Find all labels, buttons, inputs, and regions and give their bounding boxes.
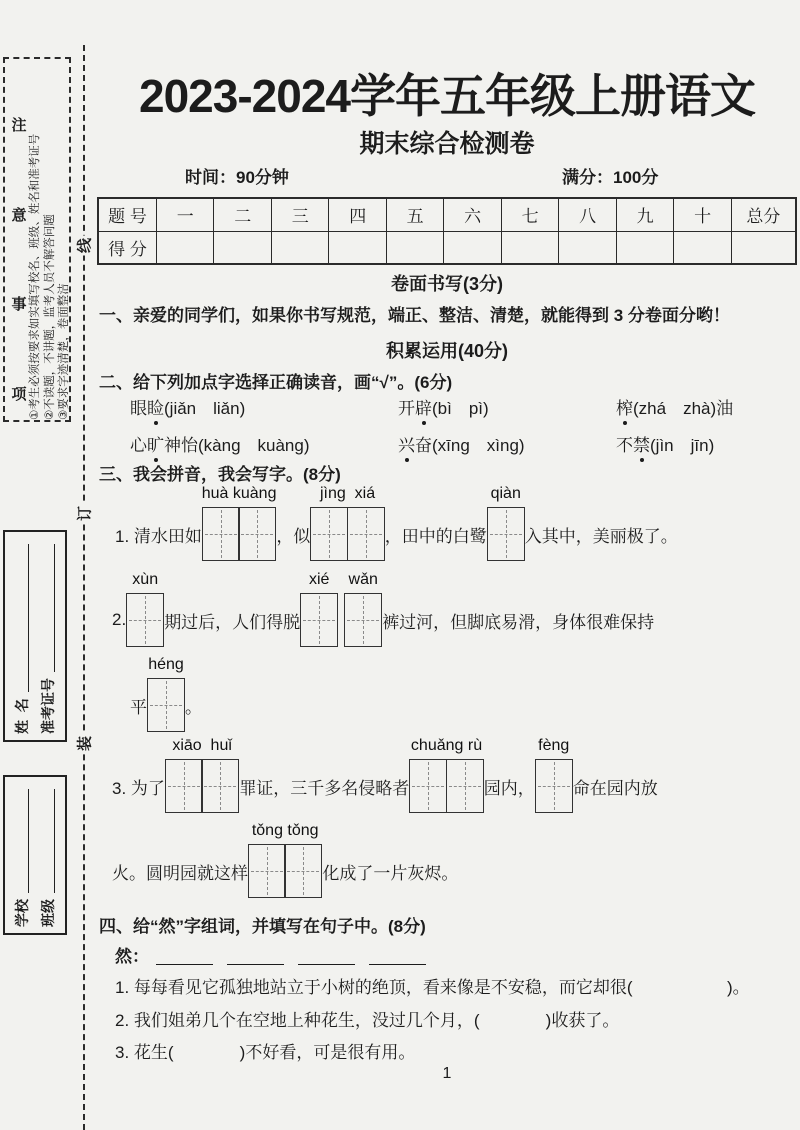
writing-box-group bbox=[344, 571, 382, 647]
writing-box bbox=[300, 593, 338, 647]
word-blank-line bbox=[298, 947, 355, 965]
item-text: 开 bbox=[398, 399, 415, 418]
score-cell bbox=[674, 231, 731, 264]
name-blank-line bbox=[28, 544, 29, 692]
dotted-char: 榨 bbox=[616, 394, 633, 419]
pinyin-label: xiāo huǐ bbox=[172, 737, 232, 754]
item-text: 神怡(kàng kuàng) bbox=[164, 436, 310, 455]
row-text: 平 bbox=[130, 697, 147, 717]
notice-items bbox=[29, 62, 71, 420]
th-2: 二 bbox=[214, 198, 271, 231]
item-text: 奋(xīng xìng) bbox=[415, 436, 525, 455]
score-table bbox=[97, 197, 797, 265]
pronunciation-item bbox=[398, 431, 616, 456]
pinyin-label: héng bbox=[148, 656, 184, 673]
notice-label-char: 事 bbox=[11, 296, 27, 314]
writing-box-group bbox=[248, 822, 322, 898]
notice-item-1: ①考生必须按要求如实填写校名、班级、姓名和准考证号 bbox=[29, 133, 41, 420]
item-text: (jiǎn liǎn) bbox=[164, 399, 246, 418]
question-1-text: 一、亲爱的同学们，如果你书写规范，端正、整洁、清楚，就能得到 3 分卷面分哟！ bbox=[99, 306, 730, 325]
exam-no-label: 准考证号 bbox=[40, 678, 57, 734]
score-cell bbox=[271, 231, 328, 264]
row-text: 入其中，美丽极了。 bbox=[524, 526, 678, 546]
pronunciation-item bbox=[398, 394, 616, 419]
notice-label-char: 意 bbox=[11, 206, 27, 224]
dotted-char: 旷 bbox=[147, 431, 164, 456]
score-cell bbox=[616, 231, 673, 264]
school-blank-line bbox=[28, 789, 29, 893]
notice-label-char: 项 bbox=[11, 385, 27, 403]
score-label-cell: 得 分 bbox=[98, 231, 157, 264]
th-8: 八 bbox=[559, 198, 616, 231]
writing-box bbox=[201, 759, 239, 813]
word-blank-line bbox=[156, 947, 213, 965]
row-text: 。 bbox=[185, 697, 202, 717]
pinyin-label: fèng bbox=[538, 737, 570, 754]
binding-char-xian: 线 bbox=[71, 236, 98, 256]
writing-box bbox=[248, 844, 286, 898]
name-label: 姓 名 bbox=[13, 698, 30, 734]
writing-box bbox=[284, 844, 322, 898]
writing-box bbox=[446, 759, 484, 813]
row-text: ，似 bbox=[276, 526, 311, 546]
pinyin-label: tǒng tǒng bbox=[251, 822, 319, 839]
dotted-char: 辟 bbox=[415, 394, 432, 419]
question-4-heading: 四、给“然”字组词，并填写在句子中。(8分) bbox=[99, 917, 426, 936]
th-1: 一 bbox=[157, 198, 214, 231]
full-score: 满分：100分 bbox=[562, 168, 659, 187]
pinyin-label: wǎn bbox=[348, 571, 378, 588]
writing-box bbox=[238, 507, 276, 561]
row-text: 命在园内放 bbox=[572, 778, 658, 798]
writing-box bbox=[310, 507, 348, 561]
q4-sentence-2: 2. 我们姐弟几个在空地上种花生，没过几个月，( )收获了。 bbox=[115, 1011, 620, 1030]
writing-box-group bbox=[147, 656, 185, 732]
th-total: 总分 bbox=[731, 198, 796, 231]
word-blank-line bbox=[369, 947, 426, 965]
row-text: 园内， bbox=[483, 778, 535, 798]
score-cell bbox=[501, 231, 558, 264]
pronunciation-item bbox=[130, 431, 398, 456]
writing-box-group bbox=[165, 737, 239, 813]
pinyin-label: qiàn bbox=[490, 485, 521, 502]
question-2-heading: 二、给下列加点字选择正确读音，画“√”。(6分) bbox=[99, 373, 453, 392]
dotted-char: 兴 bbox=[398, 431, 415, 456]
word-blank-line bbox=[227, 947, 284, 965]
row-text: 3. 为了 bbox=[112, 778, 165, 798]
pinyin-label: xié bbox=[308, 571, 330, 588]
writing-box-group bbox=[409, 737, 483, 813]
pinyin-label: huà kuàng bbox=[201, 485, 277, 502]
th-9: 九 bbox=[616, 198, 673, 231]
notice-item-2: ②不读题，不讲题，监考人员不解答问题 bbox=[43, 214, 56, 420]
writing-box bbox=[535, 759, 573, 813]
section-handwriting-title: 卷面书写(3分) bbox=[391, 274, 503, 294]
row-text: 2. bbox=[112, 610, 127, 629]
th-5: 五 bbox=[386, 198, 443, 231]
row-text: 1. 清水田如 bbox=[115, 526, 202, 546]
main-content bbox=[97, 0, 797, 1130]
fill-row-5 bbox=[112, 822, 459, 898]
pinyin-label: jìng xiá bbox=[319, 485, 376, 502]
item-text: 不 bbox=[616, 436, 633, 455]
pinyin-label: chuǎng rù bbox=[410, 737, 483, 754]
score-table-score-row bbox=[98, 231, 796, 264]
writing-box bbox=[126, 593, 164, 647]
ran-prefix: 然： bbox=[115, 947, 149, 966]
item-text: (bì pì) bbox=[432, 399, 489, 418]
score-cell bbox=[157, 231, 214, 264]
row-text: 罪证，三千多名侵略者 bbox=[239, 778, 410, 798]
score-cell bbox=[214, 231, 271, 264]
fill-row-3 bbox=[130, 656, 202, 732]
time-limit: 时间：90分钟 bbox=[185, 168, 289, 187]
writing-box bbox=[202, 507, 240, 561]
paper-title: 2023-2024学年五年级上册语文 bbox=[139, 70, 755, 122]
th-4: 四 bbox=[329, 198, 386, 231]
student-name-box bbox=[3, 530, 67, 742]
fill-row-4 bbox=[112, 737, 658, 813]
binding-char-ding: 订 bbox=[71, 504, 98, 524]
writing-box-group bbox=[310, 485, 384, 561]
writing-box bbox=[347, 507, 385, 561]
pronunciation-item bbox=[616, 431, 795, 456]
class-label: 班级 bbox=[40, 899, 57, 927]
page-number: 1 bbox=[442, 1065, 452, 1082]
score-cell bbox=[559, 231, 616, 264]
row-text: ，田中的白鹭 bbox=[384, 526, 487, 546]
writing-box bbox=[165, 759, 203, 813]
th-6: 六 bbox=[444, 198, 501, 231]
school-label: 学校 bbox=[13, 899, 30, 927]
section-accumulation-title: 积累运用(40分) bbox=[385, 341, 508, 361]
ran-word-blanks bbox=[115, 942, 433, 967]
writing-box-group bbox=[201, 485, 277, 561]
fill-row-2 bbox=[112, 571, 655, 647]
writing-box-group bbox=[487, 485, 525, 561]
score-cell bbox=[329, 231, 386, 264]
school-class-box bbox=[3, 775, 67, 935]
dotted-char: 睑 bbox=[147, 394, 164, 419]
writing-box bbox=[147, 678, 185, 732]
q4-sentence-3: 3. 花生( )不好看，可是很有用。 bbox=[115, 1043, 416, 1062]
item-text: (zhá zhà)油 bbox=[633, 399, 734, 418]
writing-box bbox=[344, 593, 382, 647]
binding-dashed-line bbox=[83, 45, 85, 1130]
exam-no-blank-line bbox=[54, 544, 55, 672]
writing-box-group bbox=[126, 571, 164, 647]
dotted-char: 禁 bbox=[633, 431, 650, 456]
q4-sentence-1: 1. 每每看见它孤独地站立于小树的绝顶，看来像是不安稳，而它却很( )。 bbox=[115, 978, 750, 997]
row-text: 化成了一片灰烬。 bbox=[322, 863, 459, 883]
class-blank-line bbox=[54, 789, 55, 893]
item-text: (jìn jīn) bbox=[650, 436, 715, 455]
writing-box-group bbox=[535, 737, 573, 813]
notice-label-char: 注 bbox=[11, 117, 27, 134]
row-text: 期过后，人们得脱 bbox=[164, 612, 301, 632]
th-question-no: 题 号 bbox=[98, 198, 157, 231]
fill-row-1 bbox=[115, 485, 678, 561]
row-text: 火。圆明园就这样 bbox=[112, 863, 248, 883]
notice-item-3: ③要求字迹清楚，卷面整洁 bbox=[58, 283, 70, 420]
row-text: 裤过河，但脚底易滑，身体很难保持 bbox=[382, 612, 655, 632]
writing-box-group bbox=[300, 571, 338, 647]
th-10: 十 bbox=[674, 198, 731, 231]
pronunciation-item bbox=[130, 394, 398, 419]
score-total-cell bbox=[731, 231, 796, 264]
pronunciation-item bbox=[616, 394, 795, 419]
item-text: 眼 bbox=[130, 399, 147, 418]
notice-label-vertical bbox=[10, 114, 28, 404]
binding-char-zhuang: 装 bbox=[71, 734, 98, 754]
writing-box bbox=[409, 759, 447, 813]
item-text: 心 bbox=[130, 436, 147, 455]
score-table-header-row bbox=[98, 198, 796, 231]
question-3-heading: 三、我会拼音，我会写字。(8分) bbox=[99, 465, 341, 484]
paper-subtitle: 期末综合检测卷 bbox=[359, 130, 535, 158]
score-cell bbox=[386, 231, 443, 264]
pinyin-label: xùn bbox=[132, 571, 159, 588]
th-3: 三 bbox=[271, 198, 328, 231]
score-cell bbox=[444, 231, 501, 264]
notice-box bbox=[3, 57, 71, 422]
writing-box bbox=[487, 507, 525, 561]
question-2-items bbox=[130, 394, 795, 456]
th-7: 七 bbox=[501, 198, 558, 231]
